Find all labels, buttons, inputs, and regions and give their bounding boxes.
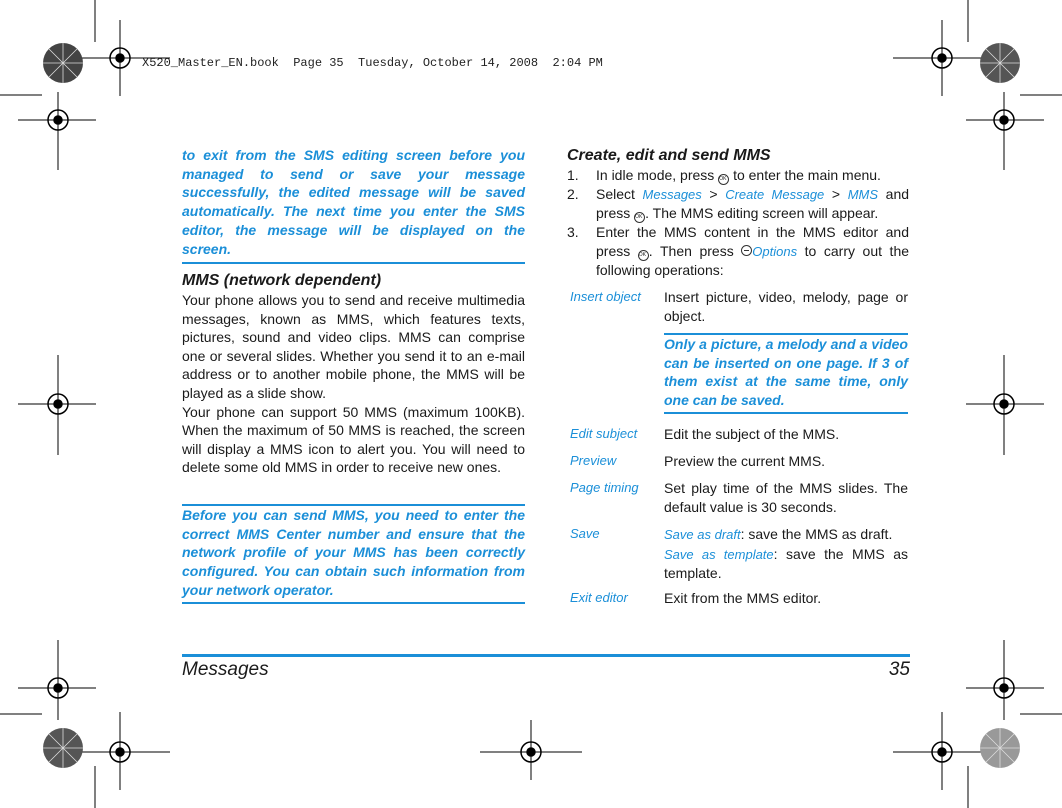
create-mms-heading: Create, edit and send MMS (567, 147, 771, 164)
mms-settings-note: Before you can send MMS, you need to enter the correct MMS Center number and ensure that the network profile of your MMS has been correctly configured. You can obtain such information from your network operator. (182, 507, 525, 598)
option-label-save: Save (570, 526, 600, 541)
mms-section (182, 271, 525, 477)
option-label-preview: Preview (570, 453, 617, 468)
option-desc-insert-object: Insert picture, video, melody, page or object. (664, 289, 908, 324)
mms-capacity-paragraph: Your phone can support 50 MMS (maximum 100KB). When the maximum of 50 MMS is reached, the screen will display a MMS icon to alert you. You will need to delete some old MMS in order to receive new ones. (182, 403, 525, 476)
step-item: 1. In idle mode, press OK to enter the main menu. (567, 167, 881, 183)
note-divider (182, 602, 525, 604)
mms-heading: MMS (network dependent) (182, 272, 382, 289)
mms-settings-note-box (182, 506, 525, 600)
ok-key-icon: OK (718, 174, 729, 185)
ok-key-icon: OK (634, 212, 645, 223)
step-number: 3. (567, 224, 579, 240)
step-item: 3. Enter the MMS content in the MMS editor and press OK . Then press Options to carry out the following operations: (567, 224, 910, 278)
option-desc-preview: Preview the current MMS. (664, 453, 826, 469)
left-column (182, 146, 525, 258)
insert-object-note: Only a picture, a melody and a video can be inserted on one page. If 3 of them exist at the same time, only one can be saved. (664, 336, 908, 408)
right-column (567, 146, 909, 280)
option-desc-save: Save as draft: save the MMS as draft. Save as template: save the MMS as template. (664, 526, 908, 582)
menu-link-messages: Messages (642, 187, 702, 202)
note-divider (182, 262, 525, 264)
save-as-template-link: Save as template (664, 546, 774, 562)
sms-exit-note: to exit from the SMS editing screen before you managed to send or save your message successfully, the edited message will be saved automatically. The next time you enter the SMS editor, the message will be displayed on the screen. (182, 147, 525, 257)
menu-link-create-message: Create Message (725, 187, 825, 202)
option-label-exit-editor: Exit editor (570, 590, 628, 605)
menu-link-mms: MMS (847, 187, 879, 202)
footer-page-number: 35 (888, 659, 910, 680)
step-number: 1. (567, 167, 579, 183)
ok-key-icon: OK (638, 250, 649, 261)
footer-rule (182, 654, 910, 657)
option-label-page-timing: Page timing (570, 480, 639, 495)
option-label-insert-object: Insert object (570, 289, 641, 304)
option-desc-page-timing: Set play time of the MMS slides. The default value is 30 seconds. (664, 480, 908, 515)
save-as-draft-link: Save as draft (664, 527, 741, 542)
steps-list (567, 166, 909, 280)
option-desc-exit-editor: Exit from the MMS editor. (664, 590, 822, 606)
options-link: Options (752, 244, 798, 259)
footer-chapter-title: Messages (182, 659, 269, 680)
note-divider (664, 412, 908, 414)
option-label-edit-subject: Edit subject (570, 426, 638, 441)
mms-intro-paragraph: Your phone allows you to send and receive multimedia messages, known as MMS, which features texts, pictures, sound and video clips. MMS can comprise one or several slides. Whether you send it to an e-mail address or to another mobile phone, the MMS will be played as a slide show. (182, 292, 525, 401)
step-number: 2. (567, 186, 579, 202)
left-soft-key-icon (741, 245, 752, 256)
step-item: 2. Select Messages > Create Message > MMS and press OK . The MMS editing screen will appear. (567, 186, 910, 221)
print-header: X520_Master_EN.book Page 35 Tuesday, October 14, 2008 2:04 PM (142, 56, 603, 70)
option-desc-edit-subject: Edit the subject of the MMS. (664, 426, 840, 442)
